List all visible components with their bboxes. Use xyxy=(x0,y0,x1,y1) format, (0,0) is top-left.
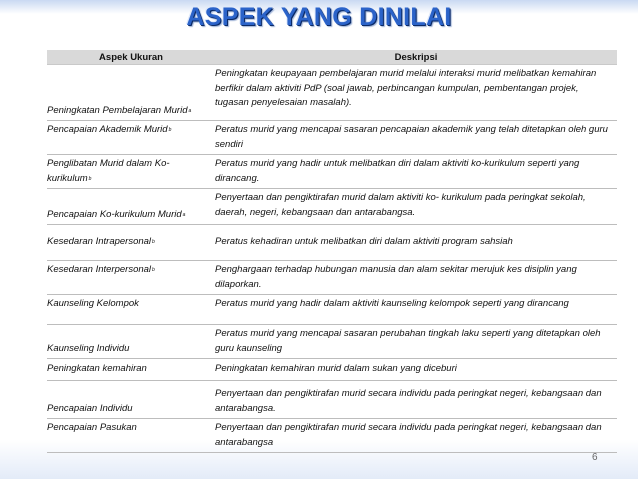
aspek-cell xyxy=(47,325,215,359)
table-row xyxy=(47,121,617,155)
table-row xyxy=(47,419,617,453)
table-row xyxy=(47,295,617,325)
aspek-cell xyxy=(47,359,215,381)
table-row xyxy=(47,65,617,121)
aspek-label: Kaunseling Kelompok xyxy=(47,298,139,309)
footnote-mark: a xyxy=(188,107,192,114)
aspek-label: Pencapaian Individu xyxy=(47,402,133,414)
deskripsi-cell: Peratus murid yang mencapai sasaran perubahan tingkah laku seperti yang ditetapkan oleh guru kaunseling xyxy=(215,325,617,359)
footnote-mark: b xyxy=(152,267,155,273)
header-deskripsi: Deskripsi xyxy=(215,50,617,65)
aspek-cell xyxy=(47,189,215,225)
header-aspek-ukuran: Aspek Ukuran xyxy=(47,50,215,65)
table-row xyxy=(47,261,617,295)
footnote-mark: a xyxy=(182,211,186,218)
aspek-cell xyxy=(47,261,215,295)
table-row xyxy=(47,189,617,225)
page-number: 6 xyxy=(592,452,598,463)
aspek-label: Pencapaian Ko-kurikulum Murid xyxy=(47,208,182,220)
table-row xyxy=(47,359,617,381)
aspek-label: Kesedaran Intrapersonal xyxy=(47,236,152,248)
aspek-label: Kesedaran Interpersonal xyxy=(47,264,152,275)
aspek-label: Pencapaian Akademik Murid xyxy=(47,124,168,135)
deskripsi-cell: Peratus murid yang hadir dalam aktiviti kaunseling kelompok seperti yang dirancang xyxy=(215,295,617,325)
table-header-row xyxy=(47,50,617,65)
slide-title: ASPEK YANG DINILAI xyxy=(186,3,452,31)
deskripsi-cell: Peningkatan keupayaan pembelajaran murid melalui interaksi murid melibatkan kemahiran berfikir dalam aktiviti PdP (soal jawab, perbincangan kumpulan, pembentangan projek, tugasan penyelesaian masalah). xyxy=(215,65,617,121)
deskripsi-cell: Peningkatan kemahiran murid dalam sukan yang diceburi xyxy=(215,359,617,381)
aspek-cell xyxy=(47,419,215,453)
footnote-mark: b xyxy=(88,175,92,182)
aspek-label: Peningkatan Pembelajaran Murid xyxy=(47,104,188,116)
aspek-label: Penglibatan Murid dalam Ko-kurikulum xyxy=(47,158,170,184)
aspek-label: Pencapaian Pasukan xyxy=(47,422,137,433)
deskripsi-cell: Penyertaan dan pengiktirafan murid dalam aktiviti ko- kurikulum pada peringkat sekolah, daerah, negeri, kebangsaan dan antarabangsa. xyxy=(215,189,617,225)
aspek-cell xyxy=(47,381,215,419)
table-row xyxy=(47,155,617,189)
aspek-cell xyxy=(47,65,215,121)
aspek-cell xyxy=(47,225,215,261)
deskripsi-cell: Penghargaan terhadap hubungan manusia dan alam sekitar merujuk kes disiplin yang dilaporkan. xyxy=(215,261,617,295)
aspek-label: Kaunseling Individu xyxy=(47,342,130,354)
aspek-label: Peningkatan kemahiran xyxy=(47,363,147,375)
footnote-mark: b xyxy=(168,127,172,133)
table-row xyxy=(47,381,617,419)
table-row xyxy=(47,325,617,359)
deskripsi-cell: Peratus murid yang hadir untuk melibatkan diri dalam aktiviti ko-kurikulum seperti yang dirancang. xyxy=(215,155,617,189)
deskripsi-cell: Penyertaan dan pengiktirafan murid secara individu pada peringkat negeri, kebangsaan dan antarabangsa. xyxy=(215,381,617,419)
table-row xyxy=(47,225,617,261)
aspek-cell xyxy=(47,121,215,155)
deskripsi-cell: Peratus murid yang mencapai sasaran pencapaian akademik yang telah ditetapkan oleh guru sendiri xyxy=(215,121,617,155)
aspek-cell xyxy=(47,295,215,325)
deskripsi-cell: Penyertaan dan pengiktirafan murid secara individu pada peringkat negeri, kebangsaan dan antarabangsa xyxy=(215,419,617,453)
aspek-table xyxy=(47,50,617,453)
deskripsi-cell: Peratus kehadiran untuk melibatkan diri dalam aktiviti program sahsiah xyxy=(215,225,617,261)
aspek-cell xyxy=(47,155,215,189)
footnote-mark: b xyxy=(152,239,155,246)
